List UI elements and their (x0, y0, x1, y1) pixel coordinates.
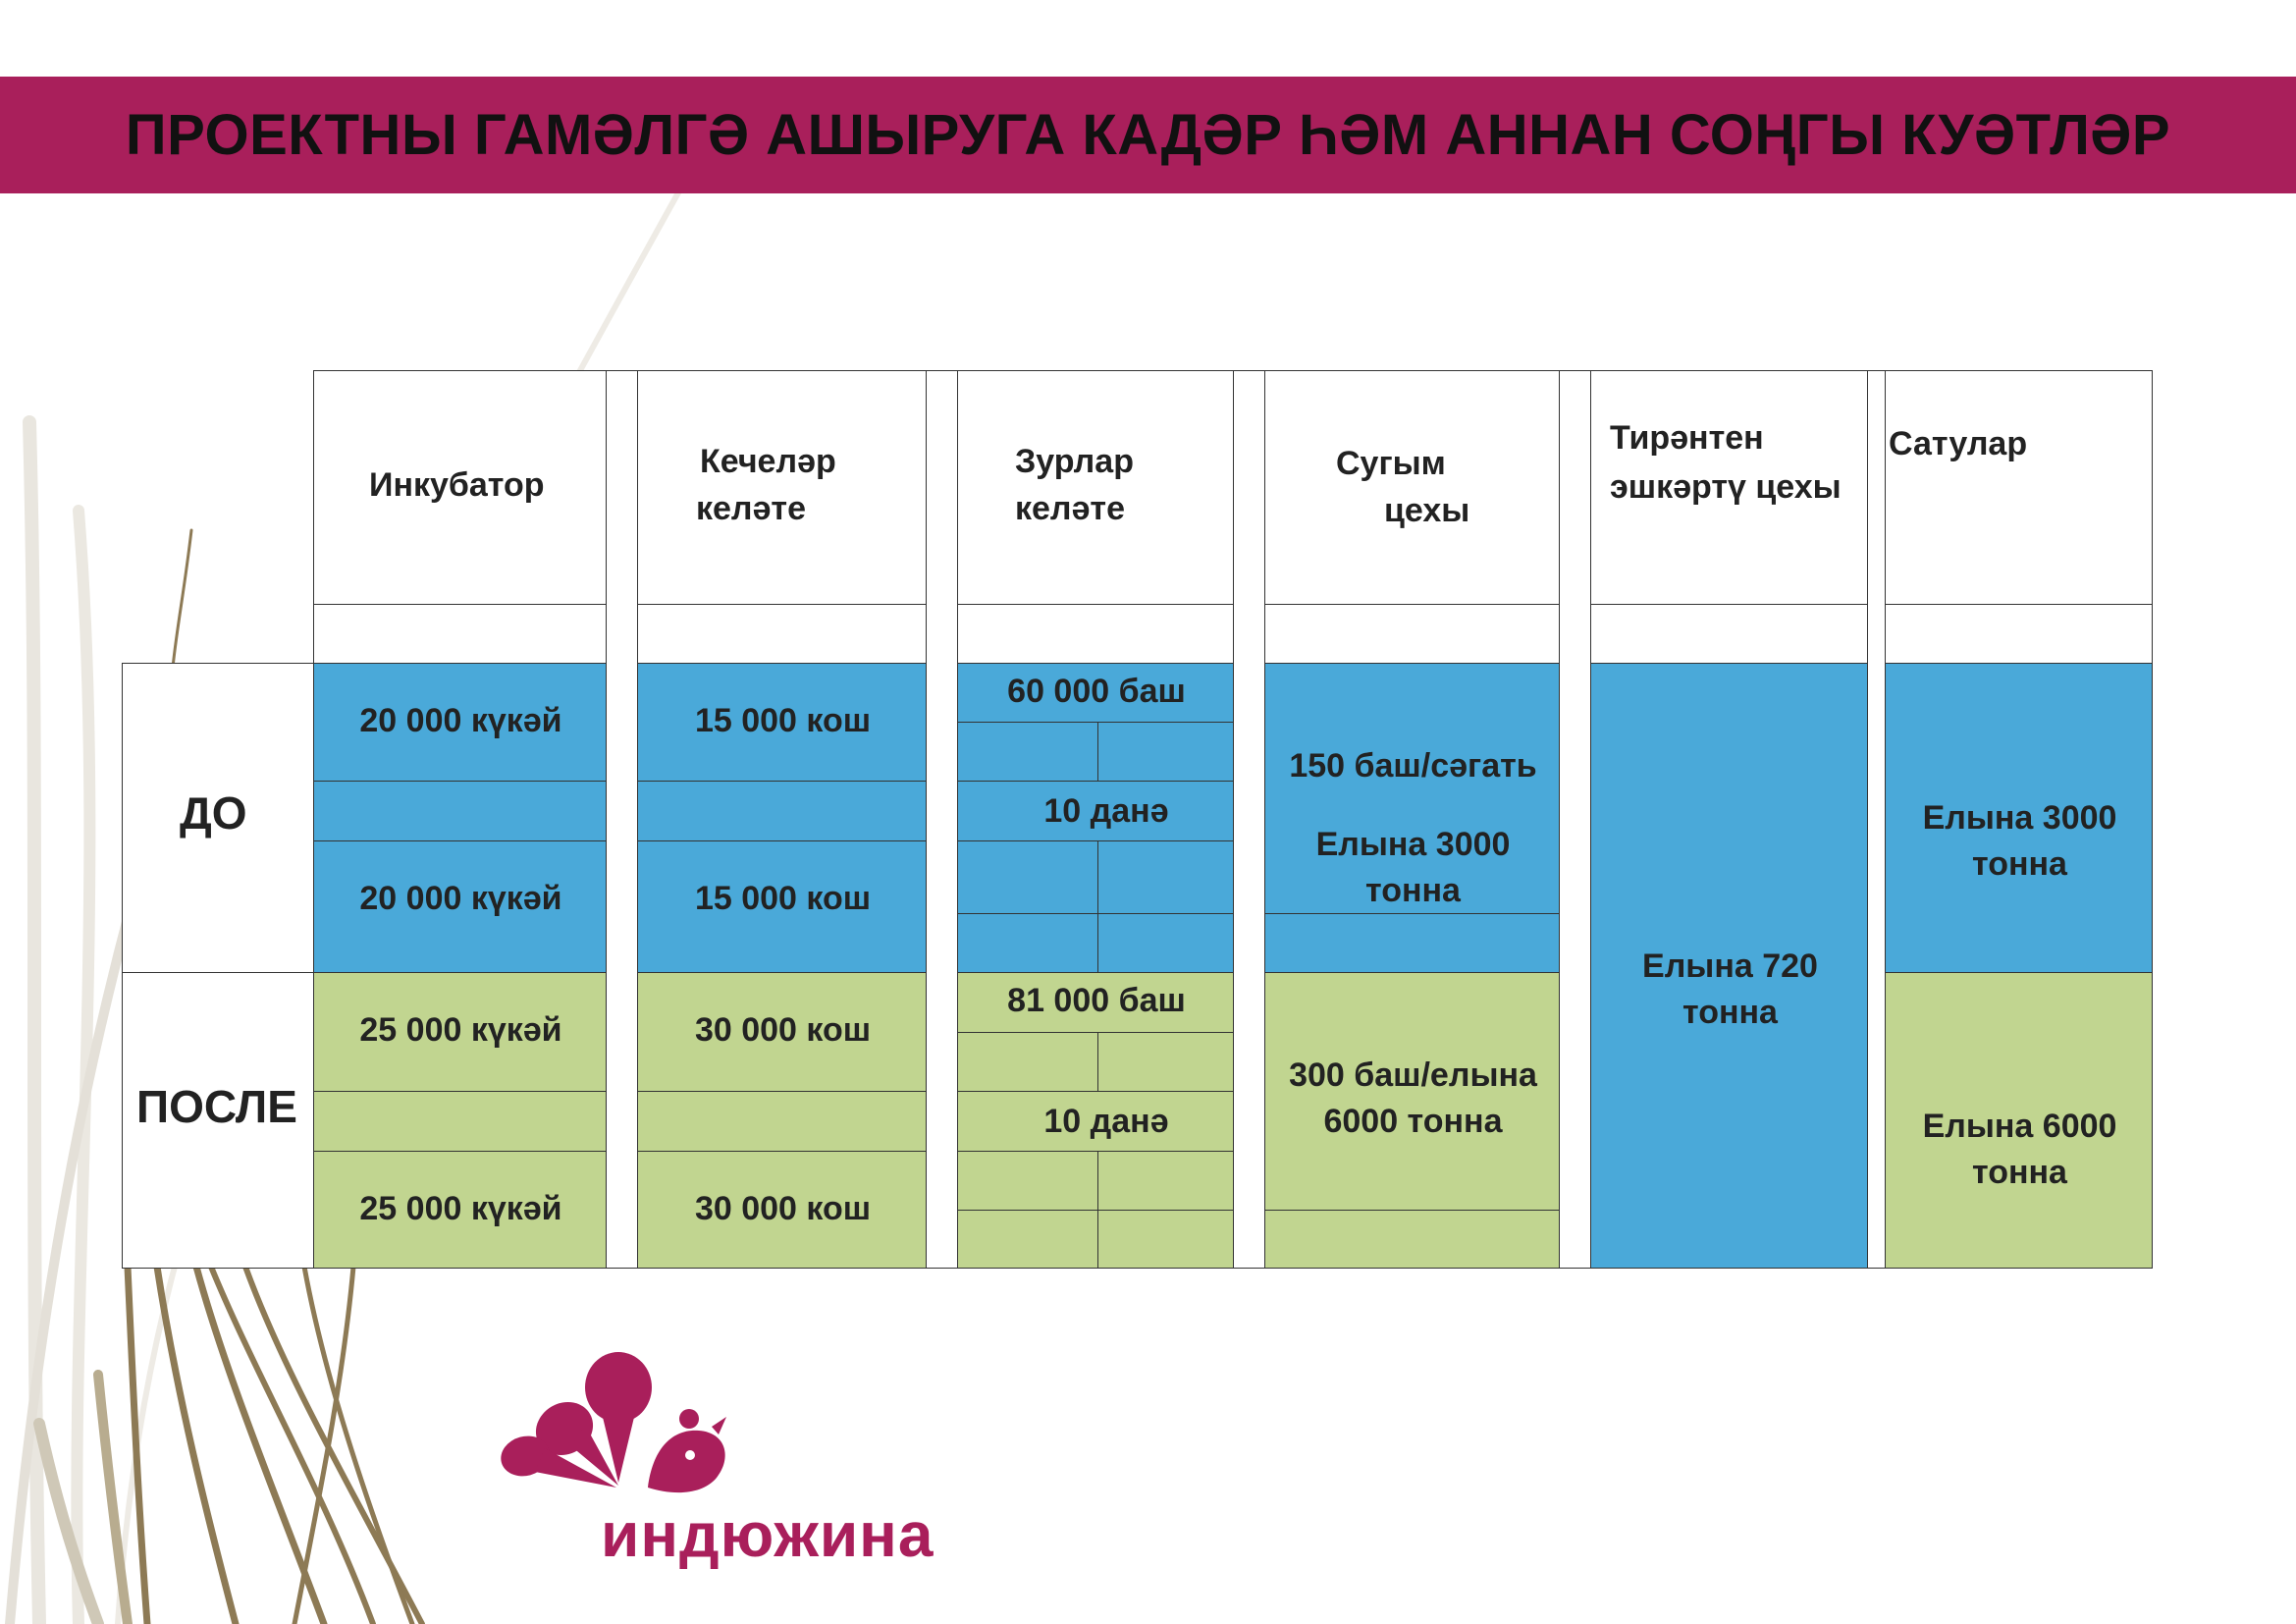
after-chicks-cell-empty (637, 1091, 927, 1152)
after-incubator-value-2: 25 000 күкәй (359, 1190, 562, 1227)
turkey-logo-icon (491, 1350, 746, 1497)
header-slaughter-line1: Сугым (1336, 445, 1446, 482)
after-adults-heads-value: 81 000 баш (1007, 982, 1186, 1019)
after-adults-subcell (1097, 1032, 1234, 1092)
before-slaughter-rate: 150 баш/сәгать (1289, 747, 1537, 785)
after-slaughter-value-1: 300 баш/елына (1289, 1056, 1537, 1094)
spacer-cell (1264, 604, 1560, 664)
before-slaughter-cell-empty (1264, 913, 1560, 973)
logo-wordmark: индюжина (601, 1499, 934, 1570)
before-chicks-cell-empty (637, 781, 927, 841)
after-slaughter-cell (1264, 972, 1560, 1211)
after-sales-cell (1885, 972, 2153, 1269)
before-chicks-value-2: 15 000 кош (694, 880, 872, 917)
before-sales-value-2: тонна (1972, 845, 2067, 883)
deep-processing-value-2: тонна (1682, 994, 1778, 1031)
before-sales-value-1: Елына 3000 (1922, 799, 2117, 837)
before-incubator-cell-empty (313, 781, 607, 841)
header-slaughter (1264, 370, 1560, 605)
before-adults-units-cell (957, 781, 1234, 841)
header-adults (957, 370, 1234, 605)
title-banner (0, 77, 2296, 193)
page-title: ПРОЕКТНЫ ГАМӘЛГӘ АШЫРУГА КАДӘР ҺӘМ АННАН СОҢГЫ КУӘТЛӘР (125, 103, 2171, 167)
before-adults-subcell (957, 913, 1098, 973)
before-adults-subcell (957, 840, 1098, 914)
header-deep-line2: эшкәртү цехы (1610, 468, 1842, 506)
before-slaughter-capacity-2: тонна (1365, 872, 1461, 909)
deep-processing-value-1: Елына 720 (1642, 947, 1818, 985)
before-incubator-value-2: 20 000 күкәй (359, 880, 562, 917)
header-deep-processing (1590, 370, 1868, 605)
before-incubator-cell-2 (313, 840, 607, 973)
before-adults-subcell (957, 722, 1098, 782)
row-label-after-text: ПОСЛЕ (136, 1081, 297, 1132)
before-chicks-value-1: 15 000 кош (694, 702, 872, 739)
before-sales-cell (1885, 663, 2153, 973)
after-adults-subcell (957, 1151, 1098, 1211)
header-chicks (637, 370, 927, 605)
after-slaughter-value-2: 6000 тонна (1323, 1103, 1503, 1140)
after-incubator-cell-empty (313, 1091, 607, 1152)
header-sales (1885, 370, 2153, 605)
header-incubator (313, 370, 607, 605)
before-chicks-cell-2 (637, 840, 927, 973)
before-adults-heads-cell (957, 663, 1234, 723)
after-adults-subcell (1097, 1151, 1234, 1211)
before-adults-subcell (1097, 913, 1234, 973)
after-chicks-cell-2 (637, 1151, 927, 1269)
row-label-before-text: ДО (180, 787, 247, 839)
before-adults-units-value: 10 данә (1043, 792, 1169, 830)
separator-strip (1867, 370, 1886, 1269)
header-incubator-label: Инкубатор (369, 466, 545, 504)
before-slaughter-capacity-1: Елына 3000 (1315, 826, 1511, 863)
deep-processing-cell (1590, 663, 1868, 1269)
separator-strip (926, 370, 958, 1269)
header-sales-label: Сатулар (1889, 425, 2028, 462)
spacer-cell (1885, 604, 2153, 664)
after-incubator-cell-2 (313, 1151, 607, 1269)
spacer-cell (1590, 604, 1868, 664)
separator-strip (606, 370, 638, 1269)
after-adults-heads-cell (957, 972, 1234, 1033)
before-adults-heads-value: 60 000 баш (1007, 673, 1186, 710)
header-adults-line2: келәте (1015, 490, 1125, 527)
before-adults-subcell (1097, 840, 1234, 914)
row-label-after (122, 972, 314, 1269)
after-adults-subcell (957, 1210, 1098, 1269)
header-slaughter-line2: цехы (1384, 492, 1470, 529)
after-incubator-cell-1 (313, 972, 607, 1092)
header-chicks-line2: келәте (696, 490, 806, 527)
after-adults-units-value: 10 данә (1043, 1103, 1169, 1140)
header-deep-line1: Тирәнтен (1610, 419, 1764, 457)
before-adults-subcell (1097, 722, 1234, 782)
after-chicks-value-2: 30 000 кош (694, 1190, 872, 1227)
before-incubator-value-1: 20 000 күкәй (359, 702, 562, 739)
separator-strip (1559, 370, 1591, 1269)
header-chicks-line1: Кечеләр (700, 443, 836, 480)
spacer-cell (313, 604, 607, 664)
before-slaughter-cell (1264, 663, 1560, 914)
after-slaughter-cell-empty (1264, 1210, 1560, 1269)
after-sales-value-1: Елына 6000 (1922, 1108, 2117, 1145)
logo (491, 1350, 934, 1586)
spacer-cell (637, 604, 927, 664)
after-adults-units-cell (957, 1091, 1234, 1152)
after-chicks-cell-1 (637, 972, 927, 1092)
after-incubator-value-1: 25 000 күкәй (359, 1011, 562, 1049)
after-adults-subcell (1097, 1210, 1234, 1269)
before-chicks-cell-1 (637, 663, 927, 782)
spacer-cell (957, 604, 1234, 664)
header-adults-line1: Зурлар (1015, 443, 1134, 480)
after-adults-subcell (957, 1032, 1098, 1092)
separator-strip (1233, 370, 1265, 1269)
after-chicks-value-1: 30 000 кош (694, 1011, 872, 1049)
row-label-before (122, 663, 314, 973)
after-sales-value-2: тонна (1972, 1154, 2067, 1191)
before-incubator-cell-1 (313, 663, 607, 782)
